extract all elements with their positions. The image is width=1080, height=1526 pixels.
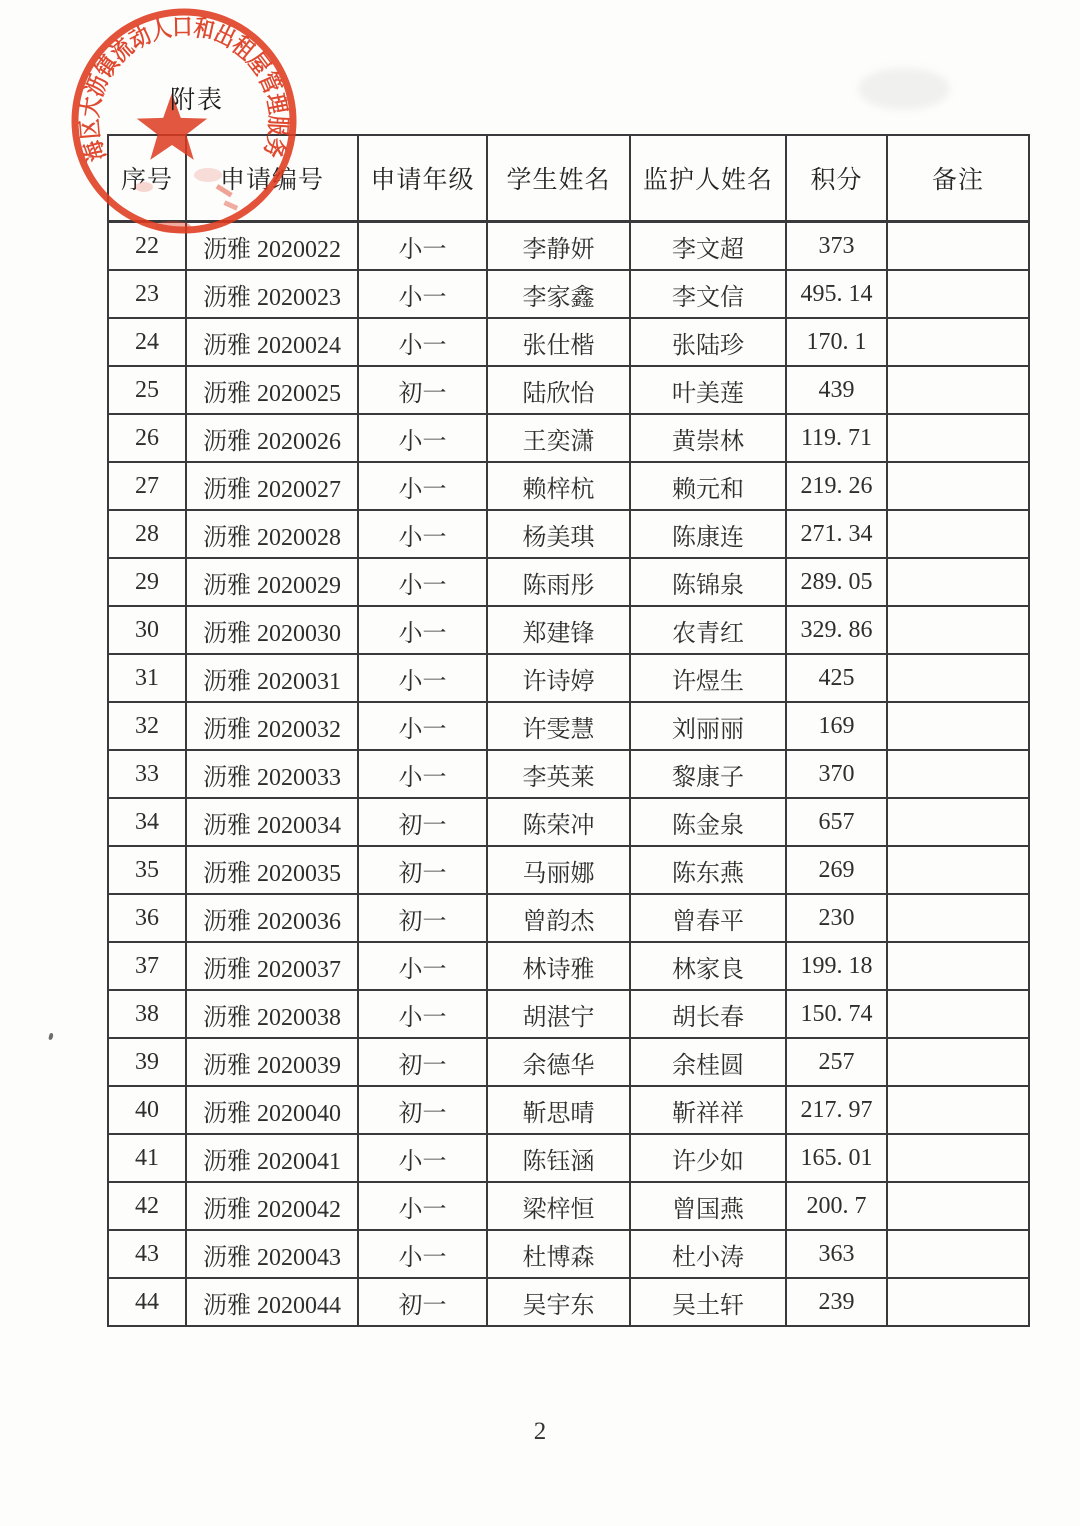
table-cell: [887, 750, 1029, 798]
table-cell: 杜博森: [487, 1230, 630, 1278]
table-cell: 495. 14: [786, 270, 887, 318]
table-cell: [887, 462, 1029, 510]
table-cell: 沥雅 2020030: [186, 606, 358, 654]
table-cell: [887, 1086, 1029, 1134]
table-cell: 林家良: [630, 942, 786, 990]
column-header: 监护人姓名: [630, 135, 786, 222]
table-cell: 219. 26: [786, 462, 887, 510]
table-cell: 林诗雅: [487, 942, 630, 990]
table-cell: [887, 846, 1029, 894]
table-cell: 许诗婷: [487, 654, 630, 702]
table-cell: 34: [108, 798, 186, 846]
seal-arc-label: 海区大沥镇流动人口和出租屋管理服务: [77, 14, 291, 165]
table-cell: 小一: [358, 1134, 487, 1182]
table-cell: 657: [786, 798, 887, 846]
table-cell: 31: [108, 654, 186, 702]
table-cell: 27: [108, 462, 186, 510]
table-cell: [887, 702, 1029, 750]
table-cell: 初一: [358, 894, 487, 942]
table-row: [108, 270, 1029, 318]
table-cell: 42: [108, 1182, 186, 1230]
table-cell: 曾春平: [630, 894, 786, 942]
table-cell: [887, 318, 1029, 366]
seal-smudge: [194, 168, 222, 182]
table-body: [108, 222, 1029, 1327]
table-row: [108, 702, 1029, 750]
table-cell: 李家鑫: [487, 270, 630, 318]
table-cell: 初一: [358, 366, 487, 414]
table-cell: 239: [786, 1278, 887, 1326]
table-cell: 小一: [358, 510, 487, 558]
table-row: [108, 1038, 1029, 1086]
seal-smudge: [216, 184, 233, 197]
table-cell: 24: [108, 318, 186, 366]
table-cell: 曾韵杰: [487, 894, 630, 942]
table-cell: 余桂圆: [630, 1038, 786, 1086]
table-row: [108, 510, 1029, 558]
seal-smudge: [155, 221, 191, 233]
table-row: [108, 366, 1029, 414]
table-cell: 269: [786, 846, 887, 894]
table-cell: 小一: [358, 654, 487, 702]
table-cell: 王奕潇: [487, 414, 630, 462]
table-cell: 陈东燕: [630, 846, 786, 894]
table-cell: [887, 510, 1029, 558]
seal-smudge: [223, 200, 238, 210]
table-row: [108, 894, 1029, 942]
table-cell: 陈荣冲: [487, 798, 630, 846]
table-cell: 271. 34: [786, 510, 887, 558]
table-cell: 沥雅 2020032: [186, 702, 358, 750]
table-cell: 李文信: [630, 270, 786, 318]
table-cell: 200. 7: [786, 1182, 887, 1230]
table-row: [108, 1230, 1029, 1278]
scan-smudge: [858, 68, 950, 110]
table-cell: 梁梓恒: [487, 1182, 630, 1230]
table-cell: 沥雅 2020040: [186, 1086, 358, 1134]
table-cell: 靳思晴: [487, 1086, 630, 1134]
table-cell: 沥雅 2020022: [186, 222, 358, 271]
table-cell: 农青红: [630, 606, 786, 654]
table-cell: 32: [108, 702, 186, 750]
table-cell: 李英莱: [487, 750, 630, 798]
column-header: 积分: [786, 135, 887, 222]
table-cell: 初一: [358, 1086, 487, 1134]
table-cell: 沥雅 2020026: [186, 414, 358, 462]
table-cell: 小一: [358, 750, 487, 798]
table-cell: 37: [108, 942, 186, 990]
table-cell: 杜小涛: [630, 1230, 786, 1278]
table-cell: 初一: [358, 846, 487, 894]
table-cell: 陈金泉: [630, 798, 786, 846]
table-cell: 张仕楷: [487, 318, 630, 366]
column-header: 学生姓名: [487, 135, 630, 222]
table-cell: 初一: [358, 1278, 487, 1326]
table-cell: 沥雅 2020025: [186, 366, 358, 414]
table-cell: 370: [786, 750, 887, 798]
table-cell: 36: [108, 894, 186, 942]
table-cell: [887, 990, 1029, 1038]
table-cell: 230: [786, 894, 887, 942]
table-cell: 沥雅 2020023: [186, 270, 358, 318]
table-cell: 张陆珍: [630, 318, 786, 366]
table-cell: [887, 894, 1029, 942]
table-cell: 吴土轩: [630, 1278, 786, 1326]
column-header: 备注: [887, 135, 1029, 222]
points-table: [107, 134, 1030, 1327]
table-cell: 吴宇东: [487, 1278, 630, 1326]
table-cell: 许少如: [630, 1134, 786, 1182]
table-cell: 29: [108, 558, 186, 606]
table-cell: 289. 05: [786, 558, 887, 606]
table-cell: 329. 86: [786, 606, 887, 654]
table-cell: [887, 366, 1029, 414]
table-cell: 170. 1: [786, 318, 887, 366]
table-cell: 150. 74: [786, 990, 887, 1038]
table-cell: 沥雅 2020031: [186, 654, 358, 702]
table-cell: 赖元和: [630, 462, 786, 510]
table-cell: 小一: [358, 558, 487, 606]
table-cell: 26: [108, 414, 186, 462]
table-cell: 杨美琪: [487, 510, 630, 558]
table-cell: [887, 270, 1029, 318]
table-row: [108, 462, 1029, 510]
table-row: [108, 1278, 1029, 1326]
table-cell: 沥雅 2020036: [186, 894, 358, 942]
table-cell: 沥雅 2020035: [186, 846, 358, 894]
table-cell: 425: [786, 654, 887, 702]
table-cell: 沥雅 2020033: [186, 750, 358, 798]
table-cell: [887, 1278, 1029, 1326]
table-cell: 陆欣怡: [487, 366, 630, 414]
table-cell: [887, 1182, 1029, 1230]
table-cell: 28: [108, 510, 186, 558]
table-cell: 沥雅 2020042: [186, 1182, 358, 1230]
table-cell: 赖梓杭: [487, 462, 630, 510]
table-row: [108, 750, 1029, 798]
table-cell: 小一: [358, 270, 487, 318]
table-cell: 初一: [358, 1038, 487, 1086]
table-cell: [887, 1038, 1029, 1086]
scan-speck: [48, 1033, 54, 1041]
table-cell: 李静妍: [487, 222, 630, 271]
table-cell: 陈康连: [630, 510, 786, 558]
table-cell: [887, 222, 1029, 271]
attachment-label: 附表: [170, 87, 225, 114]
table-cell: 马丽娜: [487, 846, 630, 894]
table-cell: 小一: [358, 606, 487, 654]
table-cell: 沥雅 2020044: [186, 1278, 358, 1326]
table-cell: 小一: [358, 222, 487, 271]
table-cell: 217. 97: [786, 1086, 887, 1134]
table-cell: 257: [786, 1038, 887, 1086]
table-cell: 44: [108, 1278, 186, 1326]
table-cell: [887, 942, 1029, 990]
table-cell: 119. 71: [786, 414, 887, 462]
table-row: [108, 990, 1029, 1038]
column-header: 申请年级: [358, 135, 487, 222]
table-row: [108, 798, 1029, 846]
table-cell: 30: [108, 606, 186, 654]
table-row: [108, 606, 1029, 654]
table-cell: 165. 01: [786, 1134, 887, 1182]
table-cell: 363: [786, 1230, 887, 1278]
table-cell: [887, 654, 1029, 702]
table-cell: 小一: [358, 942, 487, 990]
table-cell: [887, 414, 1029, 462]
table-cell: 陈雨彤: [487, 558, 630, 606]
table-cell: 叶美莲: [630, 366, 786, 414]
table-cell: [887, 606, 1029, 654]
table-cell: 余德华: [487, 1038, 630, 1086]
table-cell: 199. 18: [786, 942, 887, 990]
table-cell: 169: [786, 702, 887, 750]
table-row: [108, 846, 1029, 894]
table-row: [108, 654, 1029, 702]
table-cell: 沥雅 2020027: [186, 462, 358, 510]
table-cell: 小一: [358, 702, 487, 750]
table-cell: 25: [108, 366, 186, 414]
table-cell: 陈钰涵: [487, 1134, 630, 1182]
table-cell: [887, 558, 1029, 606]
table-cell: [887, 1230, 1029, 1278]
table-cell: 小一: [358, 462, 487, 510]
table-cell: 沥雅 2020041: [186, 1134, 358, 1182]
table-cell: 沥雅 2020039: [186, 1038, 358, 1086]
table-cell: 郑建锋: [487, 606, 630, 654]
table-row: [108, 558, 1029, 606]
page-number: 2: [533, 1418, 547, 1445]
red-official-seal: [58, 5, 310, 245]
table-cell: 小一: [358, 1182, 487, 1230]
table-cell: 沥雅 2020034: [186, 798, 358, 846]
table-cell: 33: [108, 750, 186, 798]
table-cell: 小一: [358, 990, 487, 1038]
table-row: [108, 1086, 1029, 1134]
table-cell: 373: [786, 222, 887, 271]
table-cell: 沥雅 2020043: [186, 1230, 358, 1278]
table-cell: 曾国燕: [630, 1182, 786, 1230]
table-cell: 439: [786, 366, 887, 414]
table-cell: 39: [108, 1038, 186, 1086]
table-cell: 沥雅 2020029: [186, 558, 358, 606]
table-cell: 黄崇林: [630, 414, 786, 462]
table-cell: 40: [108, 1086, 186, 1134]
table-cell: 陈锦泉: [630, 558, 786, 606]
table-cell: 35: [108, 846, 186, 894]
table-cell: 靳祥祥: [630, 1086, 786, 1134]
table-cell: 沥雅 2020037: [186, 942, 358, 990]
table-row: [108, 414, 1029, 462]
seal-smudge: [135, 182, 153, 192]
table-cell: 小一: [358, 318, 487, 366]
table-row: [108, 1182, 1029, 1230]
table-cell: [887, 1134, 1029, 1182]
table-cell: 22: [108, 222, 186, 271]
table-row: [108, 942, 1029, 990]
table-row: [108, 1134, 1029, 1182]
table-cell: 刘丽丽: [630, 702, 786, 750]
table-cell: 沥雅 2020028: [186, 510, 358, 558]
table-cell: 沥雅 2020038: [186, 990, 358, 1038]
table-row: [108, 318, 1029, 366]
table-cell: 小一: [358, 1230, 487, 1278]
table-cell: 胡湛宁: [487, 990, 630, 1038]
table-cell: 38: [108, 990, 186, 1038]
table-cell: [887, 798, 1029, 846]
table-cell: 初一: [358, 798, 487, 846]
table-cell: 胡长春: [630, 990, 786, 1038]
table-cell: 小一: [358, 414, 487, 462]
table-cell: 黎康子: [630, 750, 786, 798]
table-cell: 沥雅 2020024: [186, 318, 358, 366]
column-header: 申请编号: [186, 135, 358, 222]
table-cell: 41: [108, 1134, 186, 1182]
table-cell: 43: [108, 1230, 186, 1278]
column-header: 序号: [108, 135, 186, 222]
table-cell: 许雯慧: [487, 702, 630, 750]
table-cell: 23: [108, 270, 186, 318]
table-cell: 许煜生: [630, 654, 786, 702]
table-cell: 李文超: [630, 222, 786, 271]
